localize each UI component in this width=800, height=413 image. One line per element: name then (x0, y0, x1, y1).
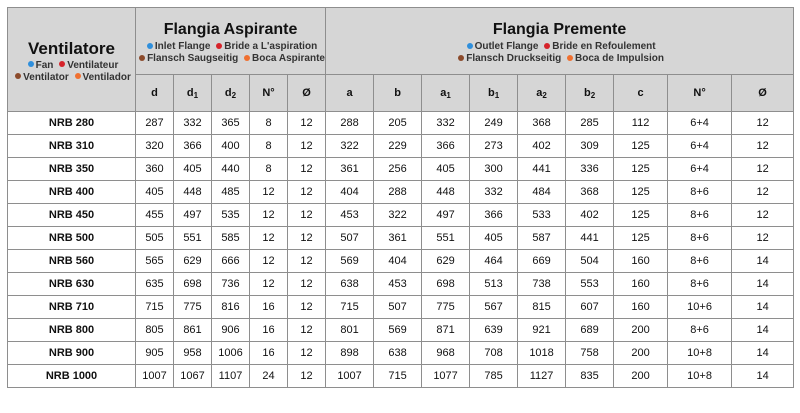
value-cell: 958 (174, 342, 212, 365)
column-header (326, 75, 374, 112)
premente-title: Flangia Premente (492, 21, 627, 38)
value-cell: 898 (326, 342, 374, 365)
value-cell: 505 (136, 227, 174, 250)
value-cell: 10+8 (668, 342, 732, 365)
value-cell: 569 (326, 250, 374, 273)
model-cell: NRB 800 (8, 319, 136, 342)
model-cell: NRB 560 (8, 250, 136, 273)
model-cell: NRB 630 (8, 273, 136, 296)
value-cell: 10+6 (668, 296, 732, 319)
value-cell: 533 (518, 204, 566, 227)
legend-item: Bride en Refoulement (541, 41, 655, 52)
value-cell: 441 (566, 227, 614, 250)
legend-item: Bride a L'aspiration (213, 41, 317, 52)
table-row (8, 135, 794, 158)
value-cell: 1007 (136, 365, 174, 388)
legend-item: Fan (25, 60, 54, 71)
value-cell: 629 (422, 250, 470, 273)
value-cell: 1018 (518, 342, 566, 365)
value-cell: 6+4 (668, 135, 732, 158)
value-cell: 8+6 (668, 227, 732, 250)
value-cell: 1127 (518, 365, 566, 388)
model-cell: NRB 280 (8, 112, 136, 135)
model-cell: NRB 1000 (8, 365, 136, 388)
value-cell: 8 (250, 135, 288, 158)
flange-dimensions-table (7, 7, 794, 388)
table-row (8, 273, 794, 296)
column-header (136, 75, 174, 112)
table-row (8, 227, 794, 250)
value-cell: 8+6 (668, 181, 732, 204)
value-cell: 553 (566, 273, 614, 296)
value-cell: 775 (174, 296, 212, 319)
value-cell: 320 (136, 135, 174, 158)
column-header-label: a (536, 86, 543, 99)
value-cell: 12 (250, 181, 288, 204)
value-cell: 405 (136, 181, 174, 204)
value-cell: 160 (614, 273, 668, 296)
value-cell: 585 (212, 227, 250, 250)
value-cell: 587 (518, 227, 566, 250)
value-cell: 405 (174, 158, 212, 181)
value-cell: 400 (212, 135, 250, 158)
value-cell: 504 (566, 250, 614, 273)
value-cell: 6+4 (668, 112, 732, 135)
column-header-label: Ø (302, 87, 311, 99)
value-cell: 513 (470, 273, 518, 296)
value-cell: 448 (422, 181, 470, 204)
value-cell: 12 (250, 204, 288, 227)
column-header-label: N° (262, 87, 275, 99)
column-header-label: d (224, 86, 232, 99)
value-cell: 360 (136, 158, 174, 181)
column-header (668, 75, 732, 112)
value-cell: 464 (470, 250, 518, 273)
header-flangia-premente (326, 8, 794, 75)
column-header (212, 75, 250, 112)
value-cell: 368 (518, 112, 566, 135)
column-header-label: Ø (758, 87, 767, 99)
red-dot-icon (544, 43, 550, 49)
legend-item: Flansch Saugseitig (136, 53, 238, 64)
value-cell: 12 (250, 227, 288, 250)
table-row (8, 296, 794, 319)
brown-dot-icon (139, 55, 145, 61)
value-cell: 288 (326, 112, 374, 135)
model-cell: NRB 350 (8, 158, 136, 181)
value-cell: 404 (374, 250, 422, 273)
value-cell: 497 (174, 204, 212, 227)
model-cell: NRB 400 (8, 181, 136, 204)
column-header-label: N° (693, 87, 706, 99)
ventilatore-title: Ventilatore (28, 38, 115, 58)
value-cell: 125 (614, 204, 668, 227)
value-cell: 638 (326, 273, 374, 296)
column-header (288, 75, 326, 112)
model-cell: NRB 710 (8, 296, 136, 319)
value-cell: 551 (174, 227, 212, 250)
column-header (250, 75, 288, 112)
column-header (470, 75, 518, 112)
value-cell: 1107 (212, 365, 250, 388)
value-cell: 336 (566, 158, 614, 181)
value-cell: 300 (470, 158, 518, 181)
value-cell: 455 (136, 204, 174, 227)
value-cell: 10+8 (668, 365, 732, 388)
value-cell: 361 (326, 158, 374, 181)
legend-item: Ventilador (72, 72, 131, 83)
value-cell: 906 (212, 319, 250, 342)
value-cell: 629 (174, 250, 212, 273)
value-cell: 14 (732, 365, 794, 388)
value-cell: 8 (250, 112, 288, 135)
value-cell: 332 (422, 112, 470, 135)
aspirante-title: Flangia Aspirante (163, 21, 298, 38)
value-cell: 12 (288, 227, 326, 250)
value-cell: 8 (250, 158, 288, 181)
table-row (8, 319, 794, 342)
value-cell: 8+6 (668, 204, 732, 227)
value-cell: 1006 (212, 342, 250, 365)
value-cell: 125 (614, 227, 668, 250)
value-cell: 287 (136, 112, 174, 135)
premente-legend (326, 41, 793, 65)
value-cell: 715 (326, 296, 374, 319)
value-cell: 485 (212, 181, 250, 204)
brown-dot-icon (15, 73, 21, 79)
value-cell: 698 (422, 273, 470, 296)
value-cell: 453 (326, 204, 374, 227)
table-row (8, 112, 794, 135)
value-cell: 1007 (326, 365, 374, 388)
value-cell: 14 (732, 319, 794, 342)
value-cell: 205 (374, 112, 422, 135)
orange-dot-icon (75, 73, 81, 79)
value-cell: 405 (422, 158, 470, 181)
header-flangia-aspirante (136, 8, 326, 75)
value-cell: 815 (518, 296, 566, 319)
value-cell: 801 (326, 319, 374, 342)
value-cell: 12 (732, 204, 794, 227)
value-cell: 125 (614, 158, 668, 181)
legend-item: Ventilator (12, 72, 69, 83)
value-cell: 635 (136, 273, 174, 296)
value-cell: 1067 (174, 365, 212, 388)
value-cell: 440 (212, 158, 250, 181)
header-row-groups (8, 8, 794, 75)
value-cell: 12 (288, 296, 326, 319)
value-cell: 551 (422, 227, 470, 250)
column-header-subscript: 2 (590, 90, 596, 100)
value-cell: 12 (288, 158, 326, 181)
legend-item: Outlet Flange (464, 41, 539, 52)
value-cell: 638 (374, 342, 422, 365)
value-cell: 666 (212, 250, 250, 273)
value-cell: 448 (174, 181, 212, 204)
value-cell: 535 (212, 204, 250, 227)
blue-dot-icon (467, 43, 473, 49)
value-cell: 689 (566, 319, 614, 342)
value-cell: 484 (518, 181, 566, 204)
column-header-label: d (186, 86, 194, 99)
value-cell: 366 (174, 135, 212, 158)
model-cell: NRB 500 (8, 227, 136, 250)
value-cell: 715 (136, 296, 174, 319)
model-cell: NRB 450 (8, 204, 136, 227)
red-dot-icon (59, 61, 65, 67)
value-cell: 16 (250, 342, 288, 365)
value-cell: 835 (566, 365, 614, 388)
flange-table-container (7, 7, 793, 388)
value-cell: 453 (374, 273, 422, 296)
legend-item: Boca Aspirante (241, 53, 325, 64)
value-cell: 698 (174, 273, 212, 296)
value-cell: 200 (614, 319, 668, 342)
value-cell: 366 (470, 204, 518, 227)
value-cell: 507 (374, 296, 422, 319)
column-header-label: b (394, 87, 401, 99)
value-cell: 12 (250, 273, 288, 296)
value-cell: 607 (566, 296, 614, 319)
legend-item: Flansch Druckseitig (455, 53, 561, 64)
value-cell: 160 (614, 296, 668, 319)
value-cell: 669 (518, 250, 566, 273)
value-cell: 567 (470, 296, 518, 319)
value-cell: 322 (326, 135, 374, 158)
column-header-label: a (440, 86, 447, 99)
column-header-label: b (583, 86, 591, 99)
value-cell: 968 (422, 342, 470, 365)
value-cell: 14 (732, 342, 794, 365)
column-header-label: d (151, 87, 158, 99)
value-cell: 12 (288, 319, 326, 342)
blue-dot-icon (147, 43, 153, 49)
table-row (8, 250, 794, 273)
value-cell: 775 (422, 296, 470, 319)
value-cell: 288 (374, 181, 422, 204)
value-cell: 816 (212, 296, 250, 319)
value-cell: 16 (250, 319, 288, 342)
value-cell: 405 (470, 227, 518, 250)
column-header-label: c (637, 87, 644, 99)
brown-dot-icon (458, 55, 464, 61)
column-header-subscript: 1 (446, 90, 451, 100)
value-cell: 12 (288, 135, 326, 158)
value-cell: 125 (614, 135, 668, 158)
red-dot-icon (216, 43, 222, 49)
value-cell: 8+6 (668, 273, 732, 296)
value-cell: 14 (732, 273, 794, 296)
legend-item: Boca de Impulsion (564, 53, 664, 64)
model-cell: NRB 310 (8, 135, 136, 158)
value-cell: 322 (374, 204, 422, 227)
value-cell: 125 (614, 181, 668, 204)
value-cell: 12 (250, 250, 288, 273)
table-body (8, 112, 794, 388)
value-cell: 12 (732, 112, 794, 135)
value-cell: 12 (288, 342, 326, 365)
column-header (518, 75, 566, 112)
ventilatore-legend (8, 60, 135, 84)
column-header (374, 75, 422, 112)
value-cell: 332 (470, 181, 518, 204)
value-cell: 14 (732, 296, 794, 319)
value-cell: 12 (732, 181, 794, 204)
column-header-subscript: 2 (231, 90, 237, 100)
value-cell: 309 (566, 135, 614, 158)
value-cell: 497 (422, 204, 470, 227)
legend-item: Ventilateur (56, 60, 118, 71)
value-cell: 785 (470, 365, 518, 388)
value-cell: 368 (566, 181, 614, 204)
column-header-subscript: 2 (542, 90, 547, 100)
value-cell: 441 (518, 158, 566, 181)
value-cell: 366 (422, 135, 470, 158)
column-header-subscript: 1 (193, 90, 199, 100)
table-row (8, 342, 794, 365)
table-row (8, 365, 794, 388)
value-cell: 12 (288, 250, 326, 273)
value-cell: 12 (288, 204, 326, 227)
value-cell: 160 (614, 250, 668, 273)
value-cell: 565 (136, 250, 174, 273)
value-cell: 273 (470, 135, 518, 158)
value-cell: 200 (614, 342, 668, 365)
value-cell: 12 (288, 112, 326, 135)
value-cell: 738 (518, 273, 566, 296)
value-cell: 249 (470, 112, 518, 135)
value-cell: 112 (614, 112, 668, 135)
value-cell: 639 (470, 319, 518, 342)
value-cell: 402 (518, 135, 566, 158)
model-cell: NRB 900 (8, 342, 136, 365)
value-cell: 256 (374, 158, 422, 181)
value-cell: 12 (732, 227, 794, 250)
value-cell: 921 (518, 319, 566, 342)
value-cell: 6+4 (668, 158, 732, 181)
value-cell: 24 (250, 365, 288, 388)
value-cell: 402 (566, 204, 614, 227)
value-cell: 569 (374, 319, 422, 342)
column-header (174, 75, 212, 112)
column-header (732, 75, 794, 112)
value-cell: 8+6 (668, 250, 732, 273)
value-cell: 871 (422, 319, 470, 342)
value-cell: 12 (288, 365, 326, 388)
blue-dot-icon (28, 61, 34, 67)
value-cell: 861 (174, 319, 212, 342)
table-row (8, 158, 794, 181)
value-cell: 229 (374, 135, 422, 158)
value-cell: 708 (470, 342, 518, 365)
value-cell: 365 (212, 112, 250, 135)
value-cell: 805 (136, 319, 174, 342)
value-cell: 16 (250, 296, 288, 319)
column-header (422, 75, 470, 112)
column-header (614, 75, 668, 112)
value-cell: 12 (288, 273, 326, 296)
column-header-subscript: 1 (494, 90, 500, 100)
legend-item: Inlet Flange (144, 41, 211, 52)
value-cell: 8+6 (668, 319, 732, 342)
column-header (566, 75, 614, 112)
column-header-label: a (346, 87, 353, 99)
aspirante-legend (136, 41, 325, 65)
value-cell: 507 (326, 227, 374, 250)
value-cell: 758 (566, 342, 614, 365)
value-cell: 736 (212, 273, 250, 296)
value-cell: 332 (174, 112, 212, 135)
orange-dot-icon (567, 55, 573, 61)
value-cell: 361 (374, 227, 422, 250)
value-cell: 715 (374, 365, 422, 388)
value-cell: 905 (136, 342, 174, 365)
value-cell: 14 (732, 250, 794, 273)
table-row (8, 204, 794, 227)
column-header-label: b (487, 86, 495, 99)
value-cell: 12 (732, 158, 794, 181)
value-cell: 404 (326, 181, 374, 204)
value-cell: 200 (614, 365, 668, 388)
value-cell: 12 (288, 181, 326, 204)
value-cell: 1077 (422, 365, 470, 388)
value-cell: 12 (732, 135, 794, 158)
table-row (8, 181, 794, 204)
orange-dot-icon (244, 55, 250, 61)
header-ventilatore (8, 8, 136, 112)
value-cell: 285 (566, 112, 614, 135)
